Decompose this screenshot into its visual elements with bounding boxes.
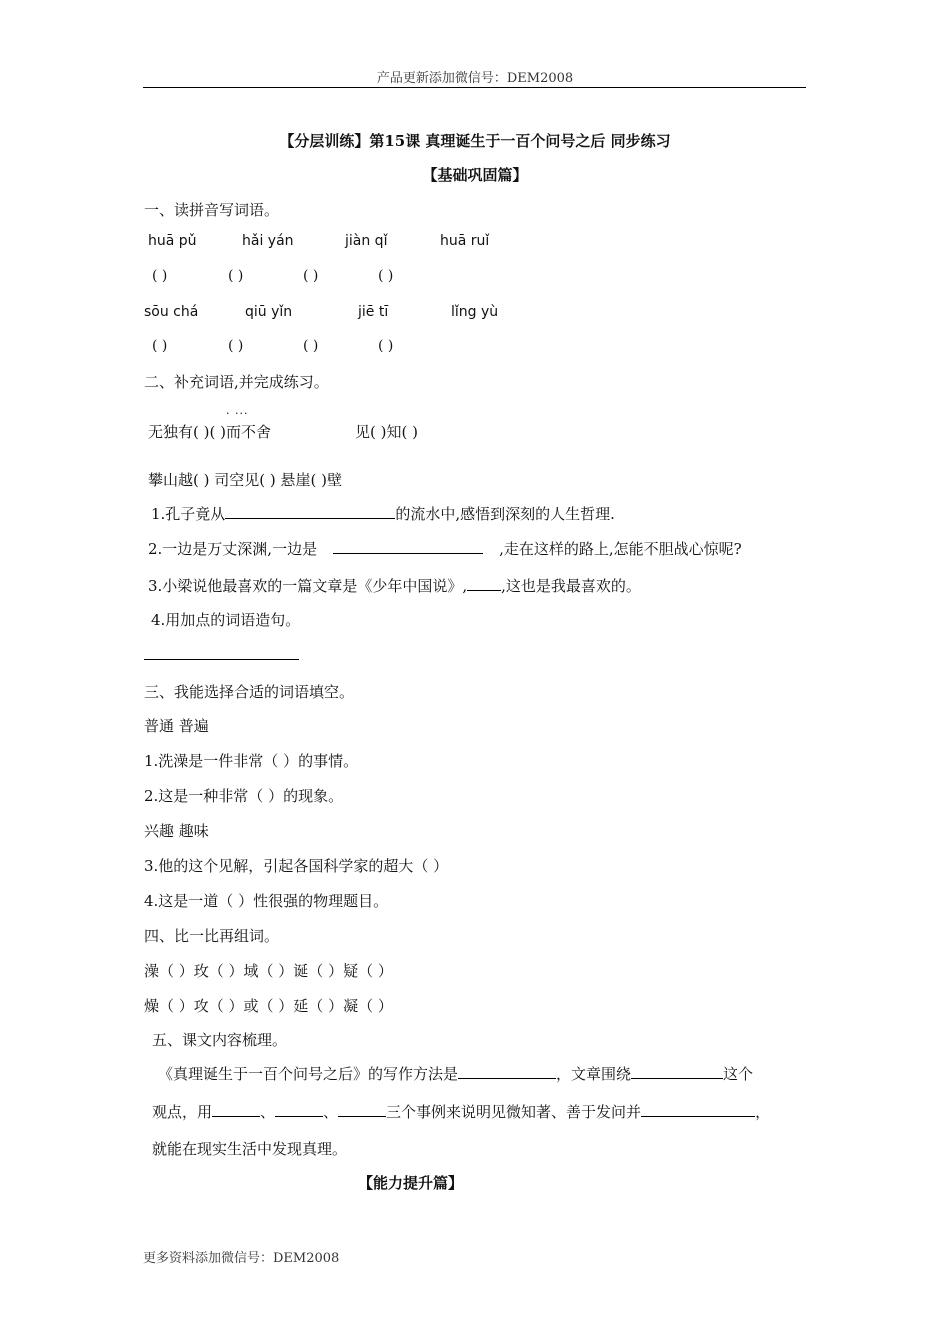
pinyin-8: lǐng yù bbox=[451, 304, 499, 320]
pinyin-5: sōu chá bbox=[144, 304, 199, 320]
blank-viewpoint[interactable] bbox=[631, 1064, 723, 1079]
q3-sentence-2: 2.这是一种非常（ ）的现象。 bbox=[144, 787, 344, 805]
q2-sentence-1: 1.孔子竟从 的流水中,感悟到深刻的人生哲理. bbox=[151, 505, 615, 523]
blank-2[interactable] bbox=[333, 539, 483, 554]
answer-paren-7[interactable]: ( ) bbox=[303, 338, 319, 354]
answer-paren-3[interactable]: ( ) bbox=[303, 268, 319, 284]
pinyin-7: jiē tī bbox=[358, 304, 389, 320]
q2-sentence-2: 2.一边是万丈深渊,一边是 ,走在这样的路上,怎能不胆战心惊呢? bbox=[148, 540, 742, 558]
q3-sentence-4: 4.这是一道（ ）性很强的物理题目。 bbox=[144, 892, 389, 910]
blank-conclusion[interactable] bbox=[641, 1102, 755, 1117]
q3-sentence-1: 1.洗澡是一件非常（ ）的事情。 bbox=[144, 752, 359, 770]
blank-method[interactable] bbox=[458, 1064, 556, 1079]
page-header: 产品更新添加微信号：DEM2008 bbox=[376, 71, 574, 86]
document-title: 【分层训练】第15课 真理诞生于一百个问号之后 同步练习 bbox=[279, 132, 671, 150]
pinyin-2: hǎi yán bbox=[242, 233, 294, 249]
idiom-3: 攀山越( ) 司空见( ) 悬崖( )壁 bbox=[148, 471, 342, 489]
q5-line-2: 观点，用 、 、 三个事例来说明见微知著、善于发问并 ， bbox=[152, 1103, 771, 1121]
blank-example-3[interactable] bbox=[338, 1102, 386, 1117]
answer-paren-1[interactable]: ( ) bbox=[152, 268, 168, 284]
answer-paren-5[interactable]: ( ) bbox=[152, 338, 168, 354]
word-choice-1: 普通 普遍 bbox=[144, 717, 209, 735]
q4-heading: 四、比一比再组词。 bbox=[144, 927, 280, 945]
q2-sentence-4: 4.用加点的词语造句。 bbox=[151, 611, 301, 629]
word-choice-2: 兴趣 趣味 bbox=[144, 822, 209, 840]
idiom-1: 无独有( )( )而不舍 bbox=[148, 423, 271, 441]
answer-paren-4[interactable]: ( ) bbox=[378, 268, 394, 284]
compare-row-1: 澡（ ）玫（ ）域（ ）诞（ ）疑（ ） bbox=[144, 962, 393, 980]
q1-heading: 一、读拼音写词语。 bbox=[144, 201, 280, 219]
q5-line-3: 就能在现实生活中发现真理。 bbox=[152, 1140, 348, 1158]
section-basic-heading: 【基础巩固篇】 bbox=[422, 166, 528, 184]
pinyin-6: qiū yǐn bbox=[245, 304, 293, 320]
blank-example-2[interactable] bbox=[275, 1102, 323, 1117]
answer-paren-2[interactable]: ( ) bbox=[228, 268, 244, 284]
pinyin-3: jiàn qǐ bbox=[345, 233, 388, 249]
idiom-2: 见( )知( ) bbox=[355, 423, 418, 441]
q2-heading: 二、补充词语,并完成练习。 bbox=[144, 373, 329, 391]
answer-paren-6[interactable]: ( ) bbox=[228, 338, 244, 354]
blank-3[interactable] bbox=[467, 576, 501, 591]
header-rule bbox=[143, 87, 806, 88]
compare-row-2: 燥（ ）攻（ ）或（ ）延（ ）凝（ ） bbox=[144, 997, 393, 1015]
answer-paren-8[interactable]: ( ) bbox=[378, 338, 394, 354]
q2-sentence-3: 3.小梁说他最喜欢的一篇文章是《少年中国说》, ,这也是我最喜欢的。 bbox=[148, 577, 641, 595]
q3-heading: 三、我能选择合适的词语填空。 bbox=[144, 683, 355, 701]
q3-sentence-3: 3.他的这个见解，引起各国科学家的超大（ ） bbox=[144, 857, 449, 875]
q5-heading: 五、课文内容梳理。 bbox=[152, 1031, 288, 1049]
q5-line-1: 《真理诞生于一百个问号之后》的写作方法是 ，文章围绕 这个 bbox=[158, 1065, 754, 1083]
blank-example-1[interactable] bbox=[212, 1102, 260, 1117]
emphasis-dots: . ... bbox=[226, 404, 249, 417]
page-footer: 更多资料添加微信号：DEM2008 bbox=[143, 1251, 340, 1266]
pinyin-1: huā pǔ bbox=[148, 233, 197, 249]
sentence-answer-line[interactable] bbox=[144, 659, 299, 660]
pinyin-4: huā ruǐ bbox=[440, 233, 490, 249]
section-ability-heading: 【能力提升篇】 bbox=[358, 1174, 464, 1192]
blank-1[interactable] bbox=[225, 504, 395, 519]
